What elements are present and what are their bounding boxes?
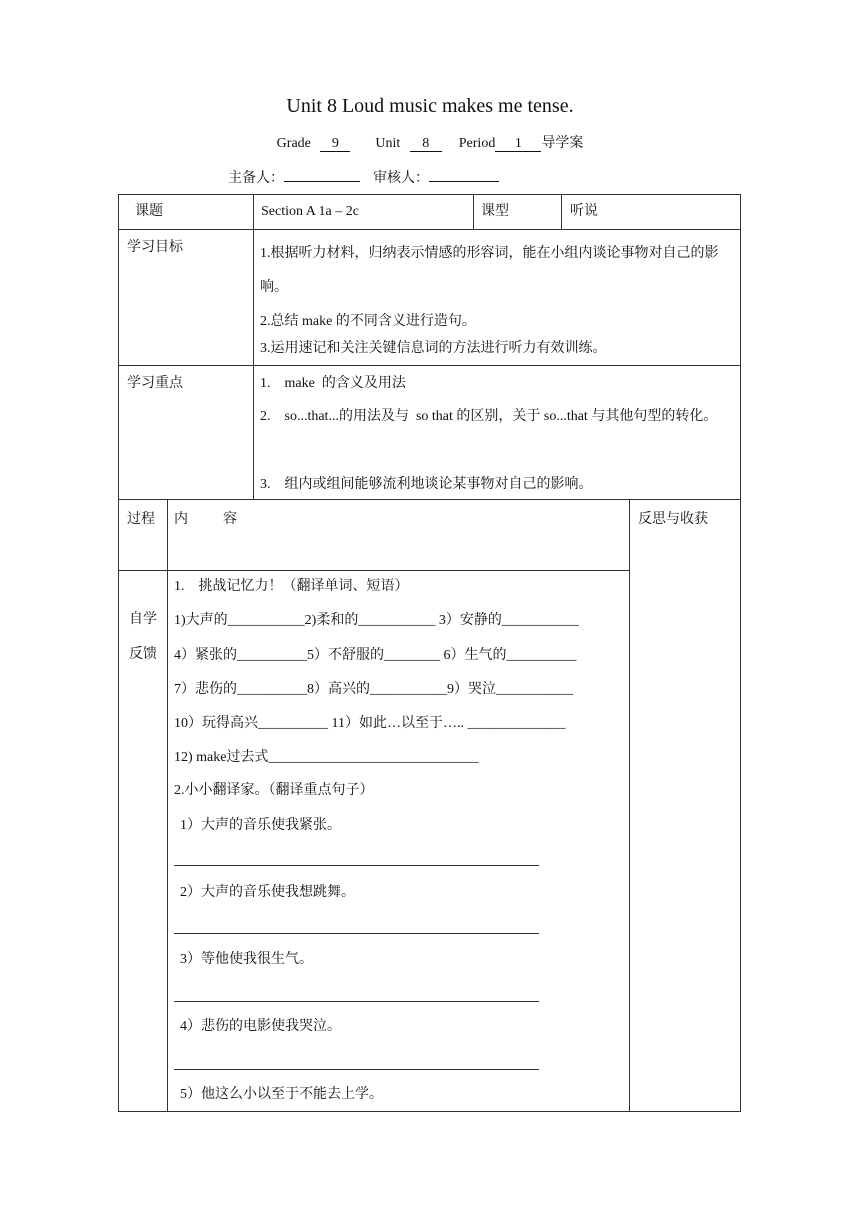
- page-title: Unit 8 Loud music makes me tense.: [286, 95, 574, 117]
- key-point-item: 1. make 的含义及用法: [260, 376, 406, 391]
- preparer-blank[interactable]: [284, 181, 360, 182]
- sentence-prompt: 1）大声的音乐使我紧张。: [180, 818, 341, 833]
- content-label: 内 容: [174, 512, 237, 527]
- key-point-item: 3. 组内或组间能够流利地谈论某事物对自己的影响。: [260, 477, 593, 492]
- grade-value: 9: [320, 136, 350, 152]
- sentence-prompt: 2）大声的音乐使我想跳舞。: [180, 885, 355, 900]
- vocab-line[interactable]: 4）紧张的__________5）不舒服的________ 6）生气的__________: [174, 648, 577, 663]
- vocab-line[interactable]: 7）悲伤的__________8）高兴的___________9）哭泣___________: [174, 682, 573, 697]
- sentence-prompt: 3）等他使我很生气。: [180, 952, 313, 967]
- objectives-content-cell: [253, 229, 741, 366]
- reflection-cell[interactable]: [629, 499, 741, 1112]
- vocab-line[interactable]: 12) make过去式______________________________: [174, 750, 479, 765]
- section1-title: 1. 挑战记忆力！（翻译单词、短语）: [174, 579, 409, 594]
- topic-value: Section A 1a – 2c: [261, 204, 359, 219]
- objective-item: 3.运用速记和关注关键信息词的方法进行听力有效训练。: [260, 341, 607, 356]
- process-label: 过程: [127, 512, 155, 527]
- answer-line[interactable]: [174, 865, 539, 866]
- type-value: 听说: [570, 204, 598, 219]
- section2-title: 2.小小翻译家。（翻译重点句子）: [174, 783, 374, 798]
- reflection-label: 反思与收获: [638, 512, 708, 527]
- reviewer-blank[interactable]: [429, 181, 499, 182]
- period-label: Period: [458, 136, 496, 151]
- period-value: 1: [495, 136, 541, 152]
- topic-value-cell: [253, 194, 474, 230]
- key-points-label: 学习重点: [127, 376, 183, 391]
- objective-item: 1.根据听力材料，归纳表示情感的形容词，能在小组内谈论事物对自己的影响。: [260, 246, 719, 295]
- reviewer-label: 审核人：: [373, 171, 429, 186]
- type-label-cell: [473, 194, 562, 230]
- topic-label-cell: [118, 194, 254, 230]
- objectives-label-cell: [118, 229, 254, 366]
- grade-label: Grade: [276, 136, 311, 151]
- vocab-line[interactable]: 10）玩得高兴__________ 11）如此…以至于….. ______________: [174, 716, 566, 731]
- self-study-content-cell: [167, 570, 630, 1112]
- content-label-cell: [167, 499, 630, 571]
- sentence-prompt: 5）他这么小以至于不能去上学。: [180, 1087, 383, 1102]
- vocab-line[interactable]: 1)大声的___________2)柔和的___________ 3）安静的___________: [174, 613, 579, 628]
- type-label: 课型: [481, 204, 509, 219]
- topic-label: 课题: [135, 204, 163, 219]
- objective-item: 2.总结 make 的不同含义进行造句。: [260, 314, 476, 329]
- author-line: [228, 170, 499, 188]
- unit-label: Unit: [375, 136, 401, 151]
- answer-line[interactable]: [174, 1069, 539, 1070]
- key-points-label-cell: [118, 365, 254, 500]
- objectives-label: 学习目标: [127, 240, 183, 255]
- process-label-cell: [118, 499, 168, 571]
- self-study-label-line2: 反馈: [129, 647, 157, 662]
- document-type: 导学案: [541, 136, 584, 151]
- unit-value: 8: [410, 136, 442, 152]
- self-study-label-cell: [118, 570, 168, 1112]
- preparer-label: 主备人：: [228, 171, 284, 186]
- type-value-cell: [561, 194, 741, 230]
- answer-line[interactable]: [174, 1001, 539, 1002]
- key-points-content-cell: [253, 365, 741, 500]
- key-point-item: 2. so...that...的用法及与 so that 的区别，关于 so...that 与其他句型的转化。: [260, 409, 718, 424]
- sentence-prompt: 4）悲伤的电影使我哭泣。: [180, 1019, 341, 1034]
- lesson-info: [0, 135, 860, 153]
- answer-line[interactable]: [174, 933, 539, 934]
- self-study-label-line1: 自学: [129, 612, 157, 627]
